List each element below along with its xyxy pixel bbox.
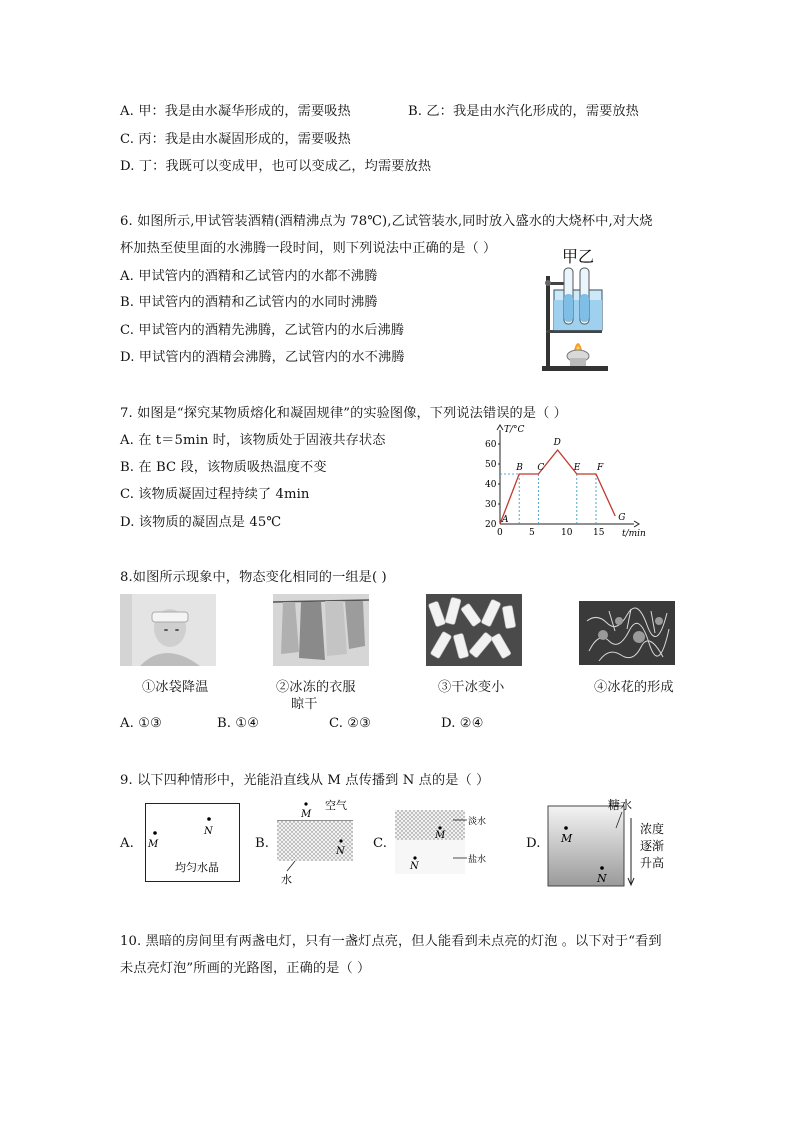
q7-stem: 7. 如图是“探究某物质熔化和凝固规律”的实验图像，下列说法错误的是（ ）: [120, 406, 567, 421]
point-label-A: A: [502, 515, 509, 525]
q7-option-d: D. 该物质的凝固点是 45℃: [120, 515, 282, 530]
x-tick-label: 15: [593, 528, 605, 538]
x-tick-label: 10: [561, 528, 573, 538]
point-label-C: C: [537, 463, 545, 473]
chart-marks: [500, 438, 625, 525]
point-label-G: G: [618, 513, 626, 523]
y-tick-label: 60: [485, 440, 497, 450]
point-label-E: E: [573, 463, 581, 473]
caption-ice-flower: ④冰花的形成: [594, 680, 674, 695]
q6-stem-line2: 杯加热至使里面的水沸腾一段时间，则下列说法中正确的是（ ）: [120, 241, 497, 256]
q5-option-d: D. 丁：我既可以变成甲，也可以变成乙，均需要放热: [120, 159, 432, 174]
x-tick-label: 5: [529, 528, 535, 538]
point-label-D: D: [553, 438, 561, 448]
svg-text:水: 水: [281, 873, 292, 886]
svg-text:N: N: [336, 846, 345, 857]
q7-option-b: B. 在 BC 段，该物质吸热温度不变: [120, 460, 327, 475]
q6-apparatus-figure: [540, 246, 612, 380]
svg-text:浓度: 浓度: [640, 822, 665, 836]
q8-option-a: A. ①③: [120, 716, 163, 731]
q8-stem: 8.如图所示现象中，物态变化相同的一组是( ): [120, 570, 387, 585]
q10-stem-line2: 未点亮灯泡”所画的光路图，正确的是（ ）: [120, 961, 371, 976]
y-axis-arrow: [497, 425, 503, 430]
caption-frozen-clothes-line2: 晾干: [291, 697, 318, 712]
q9-figure-c: [395, 808, 495, 882]
q6-option-b: B. 甲试管内的酒精和乙试管内的水同时沸腾: [120, 295, 378, 310]
q7-option-c: C. 该物质凝固过程持续了 4min: [120, 487, 310, 502]
q5-option-b: B. 乙：我是由水汽化形成的，需要放热: [408, 104, 639, 119]
q6-option-a: A. 甲试管内的酒精和乙试管内的水都不沸腾: [120, 269, 378, 284]
point-label-B: B: [516, 463, 523, 473]
y-tick-label: 30: [485, 500, 497, 510]
q6-stem-line1: 6. 如图所示,甲试管装酒精(酒精沸点为 78℃),乙试管装水,同时放入盛水的大烧杯中,对大烧: [120, 214, 653, 229]
y-tick-label: 50: [485, 460, 497, 470]
svg-text:M: M: [435, 830, 446, 841]
caption-frozen-clothes: ②冰冻的衣服: [276, 680, 356, 695]
x-axis-label: t/min: [622, 529, 646, 539]
y-tick-label: 20: [485, 520, 497, 530]
svg-text:M: M: [561, 832, 573, 845]
q10-stem-line1: 10. 黑暗的房间里有两盏电灯，只有一盏灯点亮，但人能看到未点亮的灯泡 。以下对于“看到: [120, 934, 662, 949]
ice-flower-photo: [579, 601, 675, 665]
ice-pack-photo: [120, 594, 216, 666]
x-tick-label: 0: [497, 528, 503, 538]
q9-figure-a: [145, 803, 240, 887]
svg-text:盐水: 盐水: [468, 855, 487, 865]
y-axis-label: T/°C: [504, 425, 525, 435]
q9-stem: 9. 以下四种情形中，光能沿直线从 M 点传播到 N 点的是（ ）: [120, 773, 490, 788]
q5-option-a: A. 甲：我是由水凝华形成的，需要吸热: [120, 104, 351, 119]
q9-option-b-letter: B.: [255, 836, 270, 851]
svg-text:糖水: 糖水: [608, 798, 633, 812]
dry-ice-photo: [426, 594, 522, 666]
svg-text:升高: 升高: [640, 856, 665, 870]
svg-text:均匀水晶: 均匀水晶: [175, 861, 219, 874]
q5-option-c: C. 丙：我是由水凝固形成的，需要吸热: [120, 132, 351, 147]
temperature-line: [500, 450, 615, 524]
x-axis-arrow: [634, 521, 639, 527]
q6-option-c: C. 甲试管内的酒精先沸腾，乙试管内的水后沸腾: [120, 323, 405, 338]
y-tick-label: 40: [485, 480, 497, 490]
q9-figure-b: [277, 797, 367, 891]
q8-option-b: B. ①④: [217, 716, 260, 731]
svg-text:N: N: [204, 826, 213, 837]
svg-text:淡水: 淡水: [468, 817, 487, 827]
svg-text:空气: 空气: [325, 799, 347, 812]
q6-figure-label: 甲乙: [562, 247, 595, 266]
q9-option-c-letter: C.: [373, 836, 388, 851]
frozen-clothes-photo: [273, 594, 369, 666]
q8-option-d: D. ②④: [441, 716, 484, 731]
svg-text:逐渐: 逐渐: [640, 839, 665, 853]
q8-option-c: C. ②③: [329, 716, 372, 731]
q6-option-d: D. 甲试管内的酒精会沸腾，乙试管内的水不沸腾: [120, 350, 405, 365]
svg-text:M: M: [301, 809, 312, 820]
caption-dry-ice: ③干冰变小: [438, 680, 505, 695]
q9-figure-d: [546, 798, 676, 894]
q9-option-d-letter: D.: [526, 836, 541, 851]
svg-text:N: N: [410, 861, 419, 872]
point-label-F: F: [597, 463, 604, 473]
svg-text:M: M: [148, 839, 159, 850]
q7-temperature-chart: [480, 418, 646, 548]
svg-text:N: N: [597, 872, 607, 885]
q7-option-a: A. 在 t＝5min 时，该物质处于固液共存状态: [120, 433, 386, 448]
q9-option-a-letter: A.: [120, 836, 134, 851]
caption-ice-pack: ①冰袋降温: [142, 680, 209, 695]
